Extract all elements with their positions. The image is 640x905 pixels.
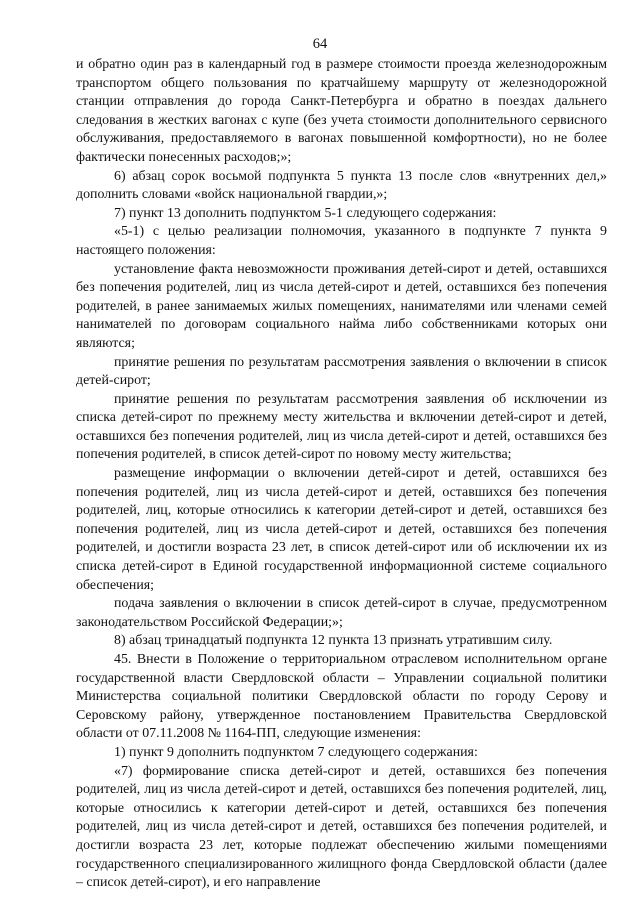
paragraph-11: 45. Внести в Положение о территориальном отраслевом исполнительном органе государственной власти Свердловской области – Управлении социальной политики Министерства социальной политики Свердловской области по городу Серову и Серовскому району, утвержденное постановлением Правительства Свердловской области от 07.11.2008 № 1164-ПП, следующие изменения: [76,652,607,742]
paragraph-5: установление факта невозможности проживания детей-сирот и детей, оставшихся без попечения родителей, лиц из числа детей-сирот и детей, оставшихся без попечения родителей, в ранее занимаемых жилых помещениях, нанимателями или членами семей нанимателей по договорам социального найма либо собственниками которых они являются; [76,261,607,351]
paragraph-8: размещение информации о включении детей-сирот и детей, оставшихся без попечения родителей, лиц из числа детей-сирот и детей, оставшихся без попечения родителей, лиц, которые относились к категории детей-сирот и детей, оставшихся без попечения родителей, лиц из числа детей-сирот и детей, оставшихся без попечения родителей, и достигли возраста 23 лет, в список детей-сирот или об исключении их из списка детей-сирот в Единой государственной информационной системе социального обеспечения; [76,466,607,593]
document-body [76,56,607,893]
paragraph-6: принятие решения по результатам рассмотрения заявления о включении в список детей-сирот; [76,354,607,389]
paragraph-13: «7) формирование списка детей-сирот и детей, оставшихся без попечения родителей, лиц из числа детей-сирот и детей, оставшихся без попечения родителей, лиц, которые относились к категории детей-сирот и детей, оставшихся без попечения родителей, лиц из числа детей-сирот и детей, оставшихся без попечения родителей, и достигли возраста 23 лет, которые подлежат обеспечению жилыми помещениями государственного специализированного жилищного фонда Свердловской области (далее – список детей-сирот), и его направление [76,763,607,891]
paragraph-12: 1) пункт 9 дополнить подпунктом 7 следующего содержания: [114,744,478,760]
paragraph-1: и обратно один раз в календарный год в размере стоимости проезда железнодорожным транспортом общего пользования по кратчайшему маршруту от железнодорожной станции отправления до города Санкт-Петербурга и обратно в поездах дальнего следования в жестких вагонах с купе (без учета стоимости дополнительного сервисного обслуживания, предоставляемого в вагонах повышенной комфортности), но не более фактически понесенных расходов;»; [76,57,607,165]
paragraph-4: «5-1) с целью реализации полномочия, указанного в подпункте 7 пункта 9 настоящего положения: [76,224,607,258]
paragraph-7: принятие решения по результатам рассмотрения заявления об исключении из списка детей-сирот по прежнему месту жительства и включении детей-сирот и детей, оставшихся без попечения родителей, лиц из числа детей-сирот и детей, оставшихся без попечения родителей, в список детей-сирот по новому месту жительства; [76,391,607,463]
page-number: 64 [312,36,328,52]
paragraph-10: 8) абзац тринадцатый подпункта 12 пункта 13 признать утратившим силу. [114,633,553,649]
paragraph-9: подача заявления о включении в список детей-сирот в случае, предусмотренном законодательством Российской Федерации;»; [76,596,607,630]
paragraph-2: 6) абзац сорок восьмой подпункта 5 пункта 13 после слов «внутренних дел,» дополнить словами «войск национальной гвардии,»; [76,168,607,203]
paragraph-3: 7) пункт 13 дополнить подпунктом 5-1 следующего содержания: [114,205,497,221]
